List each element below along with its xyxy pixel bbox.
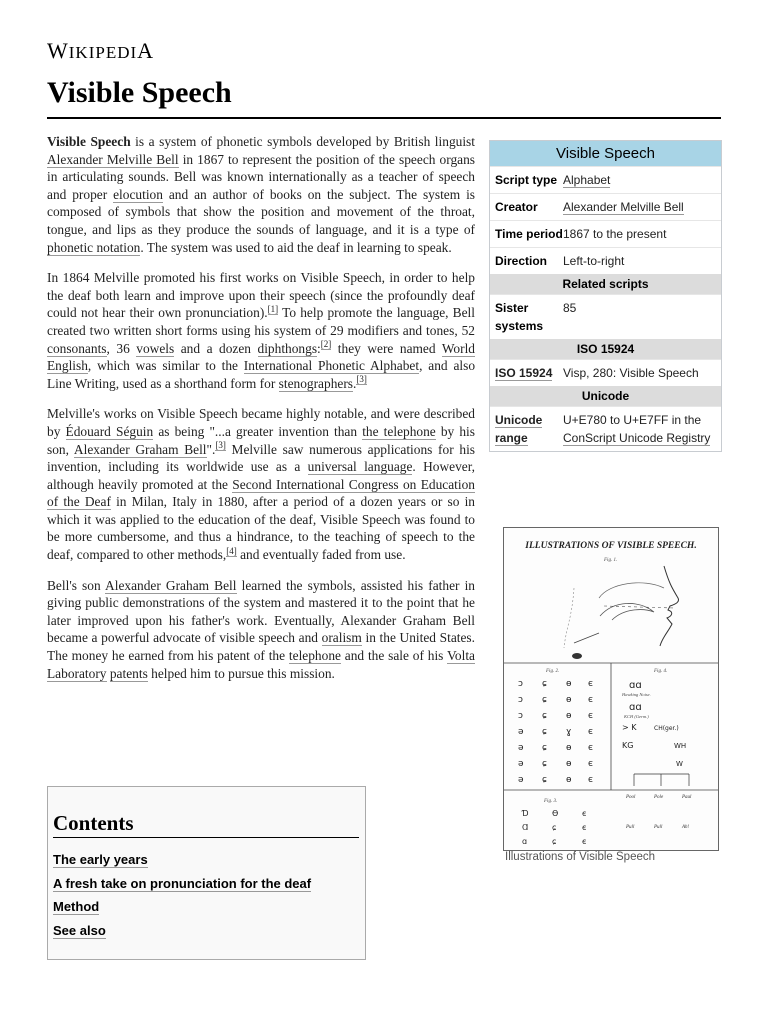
svg-text:ɵ: ɵ xyxy=(566,695,572,705)
svg-text:Pool: Pool xyxy=(626,795,636,800)
svg-text:ə: ə xyxy=(518,775,524,785)
svg-text:ɣ: ɣ xyxy=(566,727,572,737)
toc-item xyxy=(53,919,311,943)
toc-list xyxy=(53,848,311,942)
toc-item xyxy=(53,872,311,896)
illustration-drawing xyxy=(504,528,718,850)
svg-text:Fig. 4.: Fig. 4. xyxy=(654,669,668,674)
svg-text:Paul: Paul xyxy=(682,795,692,800)
infobox-row-iso: ISO 15924 Visp, 280: Visible Speech xyxy=(490,359,721,386)
svg-text:є: є xyxy=(588,695,593,705)
svg-text:ə: ə xyxy=(518,743,524,753)
article-body xyxy=(47,133,475,695)
svg-text:KG: KG xyxy=(622,741,634,750)
infobox-row-time-period: Time period 1867 to the present xyxy=(490,220,721,247)
infobox xyxy=(489,140,722,452)
figure-heading: ILLUSTRATIONS OF VISIBLE SPEECH. xyxy=(525,541,697,551)
svg-text:Pole: Pole xyxy=(654,795,664,800)
svg-text:ɵ: ɵ xyxy=(566,775,572,785)
glottis-mark xyxy=(572,653,582,659)
link-alexander-melville-bell[interactable]: Alexander Melville Bell xyxy=(47,151,179,167)
svg-text:ɕ: ɕ xyxy=(542,711,547,721)
link-universal-language[interactable]: universal language xyxy=(307,459,413,475)
citation-1[interactable]: [1] xyxy=(267,303,279,314)
link-ipa[interactable]: International Phonetic Alphabet xyxy=(243,358,420,374)
toc-link-early-years[interactable]: The early years xyxy=(53,852,148,867)
link-consonants[interactable]: consonants xyxy=(47,340,107,356)
svg-text:ɵ: ɵ xyxy=(566,711,572,721)
svg-text:WH: WH xyxy=(674,742,687,750)
svg-text:ɑɑ: ɑɑ xyxy=(629,680,642,691)
svg-text:Ɵ: Ɵ xyxy=(552,809,559,818)
citation-2[interactable]: [2] xyxy=(320,339,332,350)
svg-text:Ɗ: Ɗ xyxy=(522,809,529,818)
link-diphthongs[interactable]: diphthongs xyxy=(257,340,318,356)
consonant-diagram xyxy=(621,680,689,786)
infobox-row-unicode: Unicode range U+E780 to U+E7FF in the ConScript Unicode Registry xyxy=(490,406,721,451)
figure-caption: Illustrations of Visible Speech xyxy=(505,851,656,863)
svg-text:ɑɑ: ɑɑ xyxy=(629,702,642,713)
svg-text:ɔ: ɔ xyxy=(518,679,523,689)
wikipedia-wordmark: WIKIPEDIA xyxy=(47,38,155,63)
svg-text:ɕ: ɕ xyxy=(542,727,547,737)
link-world-english[interactable]: World English xyxy=(47,340,475,374)
link-second-congress[interactable]: Second International Congress on Education of the Deaf xyxy=(47,476,475,510)
svg-text:ɕ: ɕ xyxy=(542,743,547,753)
link-elocution[interactable]: elocution xyxy=(113,186,163,202)
link-iso-15924[interactable]: ISO 15924 xyxy=(495,366,553,380)
citation-3b[interactable]: [3] xyxy=(215,440,226,451)
infobox-section-iso: ISO 15924 xyxy=(490,339,721,359)
link-stenographers[interactable]: stenographers xyxy=(278,375,354,391)
link-alphabet[interactable]: Alphabet xyxy=(563,173,611,187)
title-divider xyxy=(47,117,721,119)
toc-title: Contents xyxy=(53,811,359,838)
svg-text:ɕ: ɕ xyxy=(552,823,557,832)
svg-text:є: є xyxy=(588,743,593,753)
paragraph-3: Melville's works on Visible Speech became highly notable, and were described by Édouard Séguin as being "...a greater invention than the telephone by his son, Alexander Graham Bell".[3] Melville saw numerous applications for his invention, including its worldwide use as a universal language. However, although heavily promoted at the Second International Congress on Education of the Deaf in Milan, Italy in 1880, after a period of a dozen years or so in which it was applied to the education of the deaf, Visible Speech was found to be more cumbersome, and thus a hindrance, to the teaching of speech to the deaf, compared to other methods,[4] and eventually faded from use. xyxy=(47,406,475,563)
svg-text:ə: ə xyxy=(518,759,524,769)
infobox-section-unicode: Unicode xyxy=(490,386,721,406)
svg-text:ɵ: ɵ xyxy=(566,679,572,689)
visible-speech-illustration[interactable] xyxy=(503,527,719,851)
infobox-row-sister: Sister systems 85 xyxy=(490,294,721,339)
svg-text:Ɑ: Ɑ xyxy=(522,823,529,832)
link-oralism[interactable]: oralism xyxy=(321,630,362,646)
word-labels xyxy=(625,795,692,830)
link-patents[interactable]: patents xyxy=(109,665,148,681)
svg-text:ə: ə xyxy=(518,727,524,737)
svg-text:є: є xyxy=(588,679,593,689)
paragraph-2: In 1864 Melville promoted his first works on Visible Speech, in order to help the deaf both learn and improve upon their speech (since the profoundly deaf could not hear their own pronunciation).[1] To help promote the language, Bell created two written short forms using his system of 29 modifiers and tones, 52 consonants, 36 vowels and a dozen diphthongs:[2] they were named World English, which was similar to the International Phonetic Alphabet, and also Line Writing, used as a shorthand form for stenographers.[3] xyxy=(47,270,476,391)
svg-text:ɕ: ɕ xyxy=(542,775,547,785)
page-title: Visible Speech xyxy=(47,76,232,109)
link-edouard-seguin[interactable]: Édouard Séguin xyxy=(65,423,154,439)
toc-link-see-also[interactable]: See also xyxy=(53,922,106,938)
link-vowels[interactable]: vowels xyxy=(136,340,175,356)
link-alexander-graham-bell-2[interactable]: Alexander Graham Bell xyxy=(105,577,237,593)
svg-text:Fig. 3.: Fig. 3. xyxy=(544,799,558,804)
svg-text:ɕ: ɕ xyxy=(542,695,547,705)
link-conscript[interactable]: ConScript Unicode Registry xyxy=(563,431,711,445)
bold-term: Visible Speech xyxy=(47,134,131,149)
link-the-telephone[interactable]: the telephone xyxy=(362,423,436,439)
infobox-section-related: Related scripts xyxy=(490,274,721,294)
svg-text:KCH (Germ.): KCH (Germ.) xyxy=(624,714,649,719)
link-unicode-range[interactable]: Unicode range xyxy=(495,413,543,445)
svg-text:CH(ger.): CH(ger.) xyxy=(654,725,679,732)
svg-text:Pull: Pull xyxy=(626,825,635,830)
link-phonetic-notation[interactable]: phonetic notation xyxy=(47,239,141,255)
svg-text:ɔ: ɔ xyxy=(518,695,523,705)
svg-text:Fig. 2.: Fig. 2. xyxy=(546,669,560,674)
svg-text:Hawking Noise.: Hawking Noise. xyxy=(622,692,651,697)
svg-text:ɔ: ɔ xyxy=(518,711,523,721)
infobox-row-creator: Creator Alexander Melville Bell xyxy=(490,193,721,220)
paragraph-1: Visible Speech is a system of phonetic symbols developed by British linguist Alexander Melville Bell in 1867 to represent the position of the speech organs in articulating sounds. Bell was known internationally as a teacher of speech and proper elocution and an author of books on the subject. The system is composed of symbols that show the position and movement of the throat, tongue, and lips as they produce the sounds of language, and it is a type of phonetic notation. The system was used to aid the deaf in learning to speak. xyxy=(47,134,475,255)
link-creator[interactable]: Alexander Melville Bell xyxy=(563,200,684,214)
toc-item xyxy=(53,848,311,872)
fig3-symbols xyxy=(521,809,586,846)
svg-text:ɕ: ɕ xyxy=(552,837,557,846)
infobox-row-script-type: Script type Alphabet xyxy=(490,166,721,193)
svg-text:є: є xyxy=(588,775,593,785)
infobox-title: Visible Speech xyxy=(490,141,721,166)
toc-item xyxy=(53,895,311,919)
citation-3[interactable]: [3] xyxy=(356,374,367,385)
toc-link-method[interactable]: Method xyxy=(53,899,100,914)
link-alexander-graham-bell[interactable]: Alexander Graham Bell xyxy=(73,441,207,457)
svg-text:є: є xyxy=(582,809,587,818)
table-of-contents xyxy=(47,786,366,960)
svg-text:є: є xyxy=(582,823,587,832)
svg-text:> K: > K xyxy=(622,723,637,732)
svg-text:Fig. 1.: Fig. 1. xyxy=(604,558,618,563)
svg-text:ɑ: ɑ xyxy=(522,837,528,846)
svg-text:є: є xyxy=(582,837,587,846)
svg-text:ɕ: ɕ xyxy=(542,759,547,769)
svg-text:ɵ: ɵ xyxy=(566,743,572,753)
svg-text:Pull: Pull xyxy=(654,825,663,830)
link-volta-laboratory[interactable]: Volta Laboratory xyxy=(47,648,475,681)
svg-text:Ah!: Ah! xyxy=(682,825,690,830)
svg-text:ɕ: ɕ xyxy=(542,679,547,689)
citation-4[interactable]: [4] xyxy=(226,545,237,556)
toc-link-fresh-take[interactable]: A fresh take on pronunciation for the deaf xyxy=(53,875,312,891)
svg-text:є: є xyxy=(588,759,593,769)
svg-text:W: W xyxy=(676,760,683,768)
svg-text:є: є xyxy=(588,711,593,721)
svg-text:є: є xyxy=(588,727,593,737)
infobox-row-direction: Direction Left-to-right xyxy=(490,247,721,274)
vowel-symbol-grid xyxy=(518,679,593,785)
paragraph-4: Bell's son Alexander Graham Bell learned the symbols, assisted his father in giving public demonstrations of the system and mastered it to the point that he later improved upon his father's work. Eventually, Alexander Graham Bell became a powerful advocate of visible speech and oralism in the United States. The money he earned from his patent of the telephone and the sale of his Volta Laboratory patents helped him to pursue this mission. xyxy=(47,577,476,681)
svg-text:ɵ: ɵ xyxy=(566,759,572,769)
face-profile xyxy=(660,566,679,646)
link-telephone[interactable]: telephone xyxy=(288,648,341,664)
